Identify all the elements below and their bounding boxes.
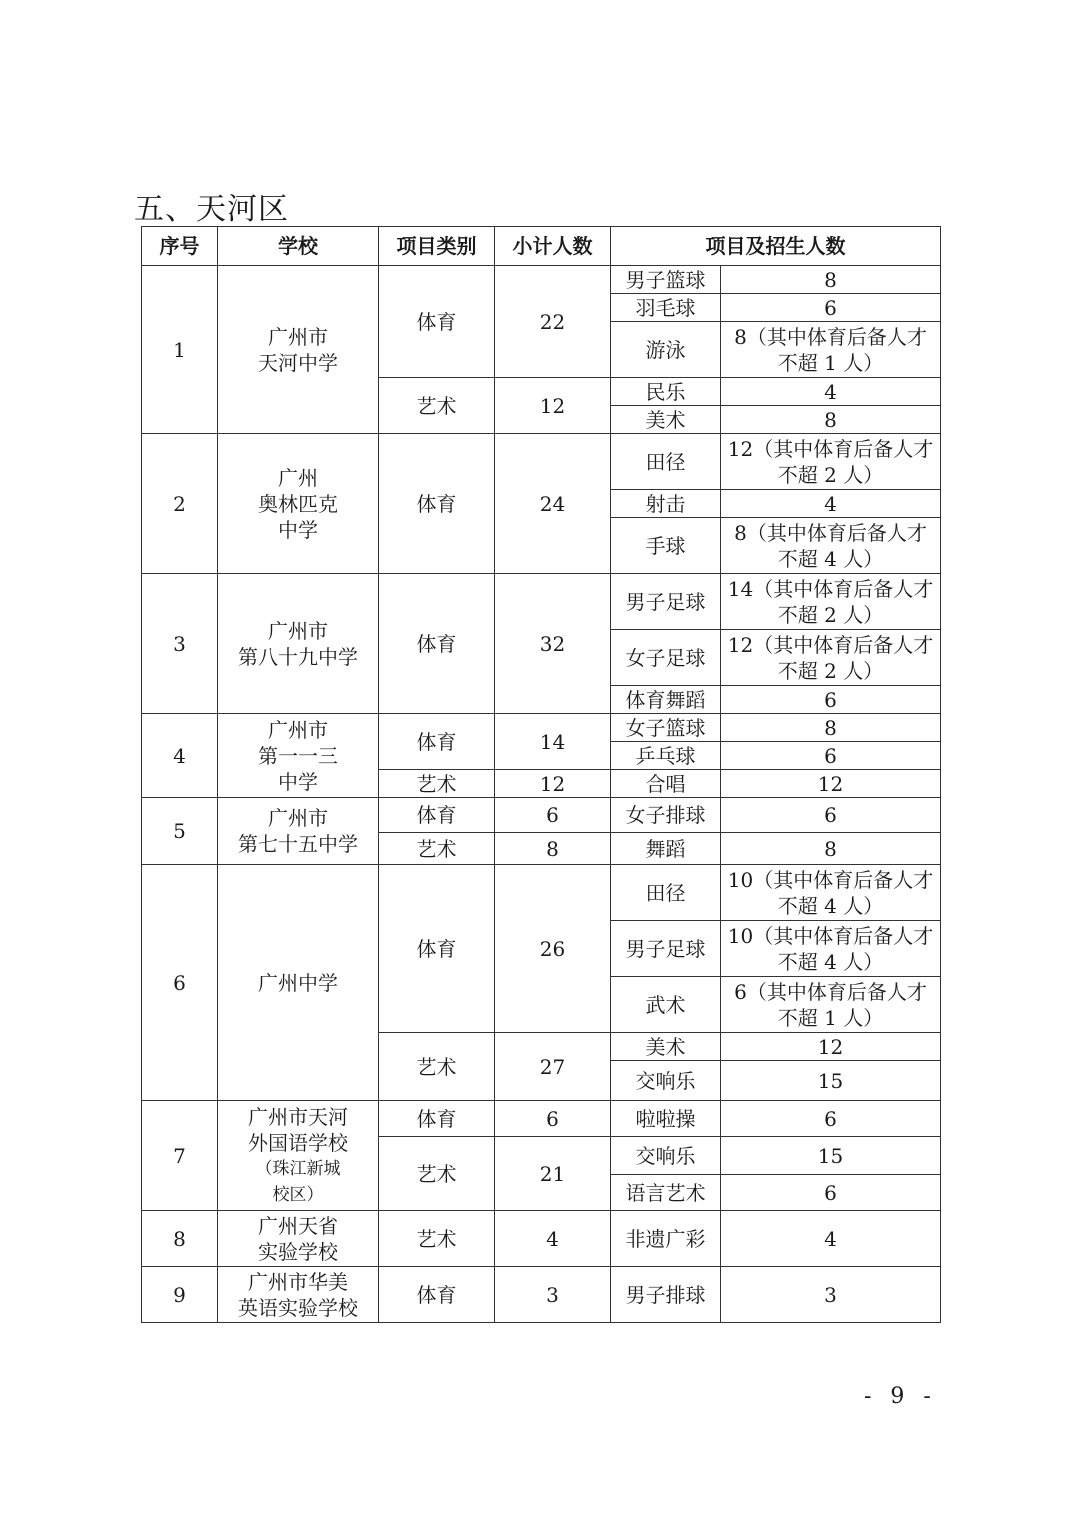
project-category: 体育	[379, 266, 495, 378]
project-quota: 12（其中体育后备人才不超 2 人）	[721, 630, 941, 686]
project-quota: 4	[721, 378, 941, 406]
project-category: 艺术	[379, 378, 495, 434]
school-name-line: 中学	[278, 517, 318, 542]
school-number: 9	[142, 1267, 218, 1323]
school-name-line: 天河中学	[258, 350, 338, 375]
school-name	[218, 574, 379, 714]
project-name: 女子篮球	[611, 714, 721, 742]
school-number: 5	[142, 798, 218, 865]
project-name: 男子篮球	[611, 266, 721, 294]
table-row	[142, 1211, 941, 1267]
project-category: 体育	[379, 714, 495, 770]
project-name: 射击	[611, 490, 721, 518]
project-name: 田径	[611, 434, 721, 490]
school-name-line: 实验学校	[258, 1239, 338, 1264]
project-quota: 6	[721, 1175, 941, 1211]
school-name-line: 广州市	[268, 618, 328, 643]
project-category: 体育	[379, 798, 495, 833]
school-number: 8	[142, 1211, 218, 1267]
school-name-line: 第一一三	[258, 743, 338, 768]
school-name	[218, 266, 379, 434]
project-name: 田径	[611, 865, 721, 921]
school-name	[218, 1211, 379, 1267]
subtotal-count: 14	[495, 714, 611, 770]
project-quota: 12	[721, 770, 941, 798]
subtotal-count: 3	[495, 1267, 611, 1323]
header-school: 学校	[218, 227, 379, 266]
project-name: 手球	[611, 518, 721, 574]
school-name-line: 广州市	[268, 324, 328, 349]
school-number: 3	[142, 574, 218, 714]
school-name-line: 第七十五中学	[238, 832, 358, 856]
subtotal-count: 27	[495, 1033, 611, 1101]
header-projects: 项目及招生人数	[611, 227, 941, 266]
project-name: 羽毛球	[611, 294, 721, 322]
project-quota: 3	[721, 1267, 941, 1323]
school-name	[218, 434, 379, 574]
subtotal-count: 22	[495, 266, 611, 378]
table-body	[142, 266, 941, 1323]
project-quota: 4	[721, 1211, 941, 1267]
project-name: 乒乓球	[611, 742, 721, 770]
table-row	[142, 1267, 941, 1323]
project-name: 游泳	[611, 322, 721, 378]
project-quota: 8（其中体育后备人才不超 4 人）	[721, 518, 941, 574]
project-name: 民乐	[611, 378, 721, 406]
subtotal-count: 24	[495, 434, 611, 574]
project-quota: 8	[721, 406, 941, 434]
table-header-row	[142, 227, 941, 266]
project-quota: 8（其中体育后备人才不超 1 人）	[721, 322, 941, 378]
school-name-line: 校区）	[272, 1184, 324, 1205]
school-name	[218, 1101, 379, 1211]
project-quota: 12	[721, 1033, 941, 1061]
school-number: 2	[142, 434, 218, 574]
project-quota: 6	[721, 1101, 941, 1137]
school-name-line: 第八十九中学	[238, 644, 358, 669]
school-name	[218, 1267, 379, 1323]
subtotal-count: 6	[495, 798, 611, 833]
table-row	[142, 865, 941, 921]
project-quota: 6	[721, 294, 941, 322]
school-name-line: 广州市	[268, 806, 328, 830]
table-row	[142, 266, 941, 294]
project-quota: 10（其中体育后备人才不超 4 人）	[721, 921, 941, 977]
project-category: 体育	[379, 434, 495, 574]
school-number: 1	[142, 266, 218, 434]
project-category: 艺术	[379, 1033, 495, 1101]
page-number: - 9 -	[864, 1384, 937, 1409]
project-quota: 8	[721, 714, 941, 742]
project-name: 合唱	[611, 770, 721, 798]
school-name-line: 奥林匹克	[258, 491, 338, 516]
subtotal-count: 4	[495, 1211, 611, 1267]
project-quota: 8	[721, 833, 941, 865]
project-name: 非遗广彩	[611, 1211, 721, 1267]
school-number: 6	[142, 865, 218, 1101]
project-quota: 10（其中体育后备人才不超 4 人）	[721, 865, 941, 921]
project-quota: 8	[721, 266, 941, 294]
table-row	[142, 434, 941, 490]
header-no: 序号	[142, 227, 218, 266]
project-quota: 15	[721, 1061, 941, 1101]
project-quota: 4	[721, 490, 941, 518]
table-row	[142, 714, 941, 742]
school-name-line: 广州中学	[258, 970, 338, 995]
school-name-line: 广州市	[268, 717, 328, 742]
subtotal-count: 12	[495, 770, 611, 798]
project-name: 武术	[611, 977, 721, 1033]
header-category: 项目类别	[379, 227, 495, 266]
school-name-line: 外国语学校	[248, 1130, 348, 1155]
project-name: 女子足球	[611, 630, 721, 686]
project-name: 美术	[611, 406, 721, 434]
subtotal-count: 8	[495, 833, 611, 865]
project-quota: 6	[721, 798, 941, 833]
project-quota: 14（其中体育后备人才不超 2 人）	[721, 574, 941, 630]
school-name	[218, 714, 379, 798]
project-name: 女子排球	[611, 798, 721, 833]
project-name: 交响乐	[611, 1137, 721, 1175]
project-category: 体育	[379, 865, 495, 1033]
project-name: 舞蹈	[611, 833, 721, 865]
project-name: 语言艺术	[611, 1175, 721, 1211]
school-name-line: 广州市华美	[248, 1269, 348, 1294]
school-name	[218, 865, 379, 1101]
school-name-line: 中学	[278, 769, 318, 794]
school-name-line: 广州天省	[258, 1213, 338, 1238]
project-name: 体育舞蹈	[611, 686, 721, 714]
project-name: 男子足球	[611, 574, 721, 630]
project-name: 美术	[611, 1033, 721, 1061]
school-number: 7	[142, 1101, 218, 1211]
subtotal-count: 6	[495, 1101, 611, 1137]
project-category: 体育	[379, 574, 495, 714]
project-category: 体育	[379, 1267, 495, 1323]
school-name-line: 英语实验学校	[238, 1295, 358, 1320]
school-name-line: 广州市天河	[248, 1104, 348, 1129]
project-category: 艺术	[379, 1211, 495, 1267]
subtotal-count: 32	[495, 574, 611, 714]
school-name-line: 广州	[278, 465, 318, 490]
project-name: 男子排球	[611, 1267, 721, 1323]
table-row	[142, 1101, 941, 1137]
project-quota: 6（其中体育后备人才不超 1 人）	[721, 977, 941, 1033]
project-category: 艺术	[379, 770, 495, 798]
subtotal-count: 21	[495, 1137, 611, 1211]
project-category: 体育	[379, 1101, 495, 1137]
project-quota: 6	[721, 742, 941, 770]
school-name-line: （珠江新城	[255, 1158, 341, 1179]
section-title: 五、天河区	[134, 192, 289, 227]
header-subtotal: 小计人数	[495, 227, 611, 266]
project-name: 交响乐	[611, 1061, 721, 1101]
table-row	[142, 798, 941, 833]
school-name	[218, 798, 379, 865]
school-number: 4	[142, 714, 218, 798]
table-row	[142, 574, 941, 630]
project-category: 艺术	[379, 1137, 495, 1211]
enrollment-table	[141, 226, 941, 1323]
subtotal-count: 12	[495, 378, 611, 434]
project-quota: 12（其中体育后备人才不超 2 人）	[721, 434, 941, 490]
project-category: 艺术	[379, 833, 495, 865]
project-quota: 15	[721, 1137, 941, 1175]
subtotal-count: 26	[495, 865, 611, 1033]
project-name: 啦啦操	[611, 1101, 721, 1137]
project-quota: 6	[721, 686, 941, 714]
project-name: 男子足球	[611, 921, 721, 977]
